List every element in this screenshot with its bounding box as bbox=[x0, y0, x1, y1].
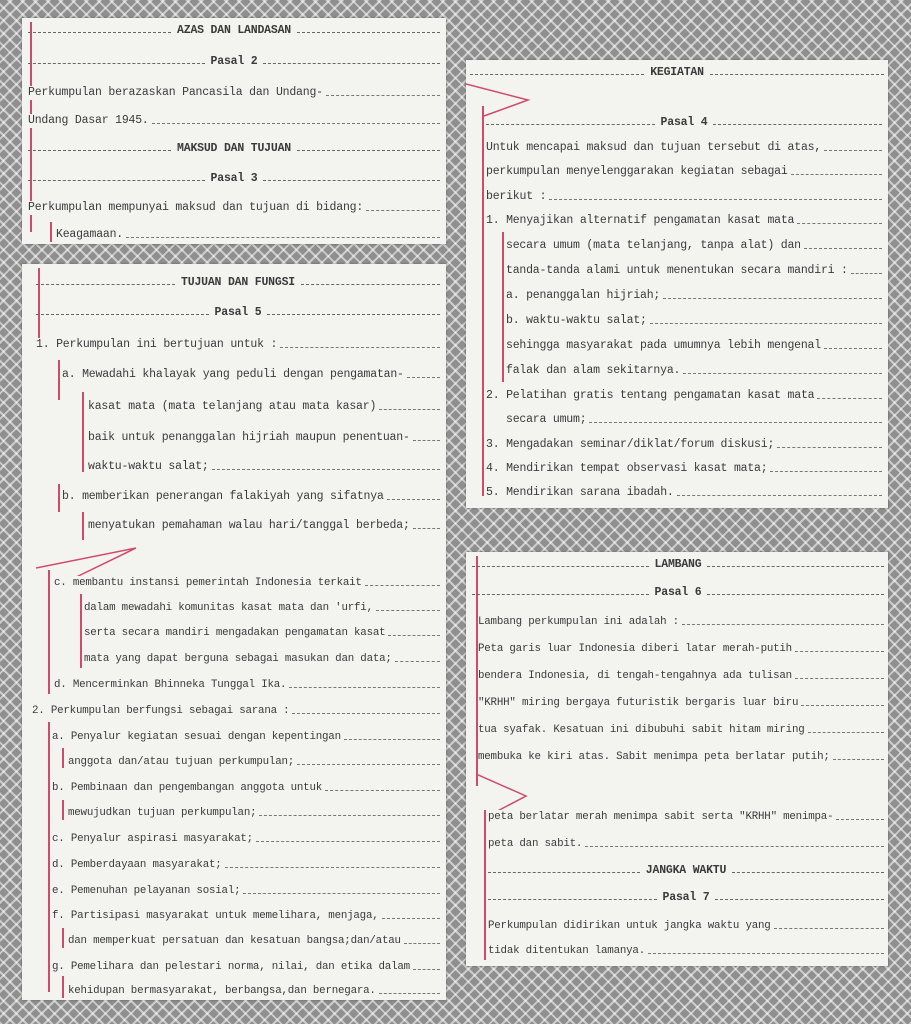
text-line: Perkumpulan didirikan untuk jangka waktu yang bbox=[488, 919, 774, 933]
text-line: secara umum (mata telanjang, tanpa alat) dan bbox=[506, 239, 804, 253]
margin-line bbox=[482, 106, 484, 496]
text-line: peta berlatar merah menimpa sabit serta "KRHH" menimpa- bbox=[488, 810, 836, 824]
text-line: peta dan sabit. bbox=[488, 837, 585, 851]
list-item: d. Pemberdayaan masyarakat; bbox=[52, 858, 225, 872]
list-item: 2. Perkumpulan berfungsi sebagai sarana : bbox=[32, 704, 292, 718]
list-item: c. Penyalur aspirasi masyarakat; bbox=[52, 832, 256, 846]
text-line: anggota dan/atau tujuan perkumpulan; bbox=[68, 755, 297, 769]
margin-line bbox=[80, 594, 82, 668]
margin-line bbox=[62, 748, 64, 768]
pasal-5-heading: Pasal 5 bbox=[209, 306, 268, 320]
pasal-3-heading: Pasal 3 bbox=[205, 172, 264, 186]
margin-line bbox=[58, 484, 60, 512]
list-item: a. Mewadahi khalayak yang peduli dengan pengamatan- bbox=[62, 368, 407, 382]
text-line: dan memperkuat persatuan dan kesatuan bangsa;dan/atau bbox=[68, 934, 404, 948]
text-line: mewujudkan tujuan perkumpulan; bbox=[68, 806, 259, 820]
text-line: Undang Dasar 1945. bbox=[28, 114, 152, 128]
text-line: serta secara mandiri mengadakan pengamatan kasat bbox=[84, 626, 388, 640]
text-line: Keagamaan. bbox=[56, 228, 126, 242]
text-line: membuka ke kiri atas. Sabit menimpa peta berlatar putih; bbox=[478, 750, 833, 764]
panel-kegiatan bbox=[466, 60, 888, 508]
heading-lambang: LAMBANG bbox=[649, 558, 708, 572]
list-item: b. memberikan penerangan falakiyah yang sifatnya bbox=[62, 490, 387, 504]
list-item: d. Mencerminkan Bhinneka Tunggal Ika. bbox=[54, 678, 289, 692]
margin-line bbox=[58, 360, 60, 400]
list-item: 5. Mendirikan sarana ibadah. bbox=[486, 486, 677, 500]
heading-tujuan: TUJUAN DAN FUNGSI bbox=[175, 276, 301, 290]
panel-azas-dan-landasan bbox=[22, 18, 446, 244]
pasal-6-heading: Pasal 6 bbox=[649, 586, 708, 600]
heading-maksud: MAKSUD DAN TUJUAN bbox=[171, 142, 297, 156]
margin-line bbox=[484, 810, 486, 960]
list-item: c. membantu instansi pemerintah Indonesia terkait bbox=[54, 576, 365, 590]
list-item: 3. Mengadakan seminar/diklat/forum diskusi; bbox=[486, 438, 777, 452]
margin-line bbox=[48, 722, 50, 992]
text-line: perkumpulan menyelenggarakan kegiatan sebagai bbox=[486, 165, 791, 179]
heading-azas: AZAS DAN LANDASAN bbox=[171, 24, 297, 38]
text-line: dalam mewadahi komunitas kasat mata dan 'urfi, bbox=[84, 601, 376, 615]
list-item: b. waktu-waktu salat; bbox=[506, 314, 650, 328]
pasal-2-heading: Pasal 2 bbox=[205, 55, 264, 69]
list-item: a. penanggalan hijriah; bbox=[506, 289, 663, 303]
margin-line bbox=[62, 976, 64, 998]
margin-line bbox=[48, 570, 50, 694]
text-line: mata yang dapat berguna sebagai masukan dan data; bbox=[84, 652, 395, 666]
list-item: a. Penyalur kegiatan sesuai dengan kepentingan bbox=[52, 730, 344, 744]
text-line: waktu-waktu salat; bbox=[88, 460, 212, 474]
text-line: tidak ditentukan lamanya. bbox=[488, 944, 648, 958]
heading-kegiatan: KEGIATAN bbox=[644, 66, 710, 80]
text-line: menyatukan pemahaman walau hari/tanggal berbeda; bbox=[88, 519, 413, 533]
text-line: sehingga masyarakat pada umumnya lebih mengenal bbox=[506, 339, 824, 353]
list-item: 2. Pelatihan gratis tentang pengamatan kasat mata bbox=[486, 389, 817, 403]
text-line: bendera Indonesia, di tengah-tengahnya ada tulisan bbox=[478, 669, 795, 683]
margin-line bbox=[82, 392, 84, 472]
list-item: 1. Perkumpulan ini bertujuan untuk : bbox=[36, 338, 280, 352]
text-line: kehidupan bermasyarakat, berbangsa,dan bernegara. bbox=[68, 984, 379, 998]
pasal-4-heading: Pasal 4 bbox=[655, 116, 714, 130]
text-line: berikut : bbox=[486, 190, 549, 204]
text-line: kasat mata (mata telanjang atau mata kasar) bbox=[88, 400, 379, 414]
list-item: g. Pemelihara dan pelestari norma, nilai, dan etika dalam bbox=[52, 960, 413, 974]
heading-jangka-waktu: JANGKA WAKTU bbox=[640, 864, 732, 878]
margin-line bbox=[62, 800, 64, 820]
list-item: 1. Menyajikan alternatif pengamatan kasat mata bbox=[486, 214, 797, 228]
text-line: falak dan alam sekitarnya. bbox=[506, 364, 683, 378]
margin-line bbox=[50, 222, 52, 242]
text-line: Untuk mencapai maksud dan tujuan tersebut di atas, bbox=[486, 141, 824, 155]
page-fold-mark bbox=[466, 78, 536, 118]
text-line: baik untuk penanggalan hijriah maupun penentuan- bbox=[88, 431, 413, 445]
text-line: tanda-tanda alami untuk menentukan secara mandiri : bbox=[506, 264, 851, 278]
list-item: b. Pembinaan dan pengembangan anggota untuk bbox=[52, 781, 325, 795]
text-line: Perkumpulan berazaskan Pancasila dan Undang- bbox=[28, 86, 326, 100]
text-line: "KRHH" miring bergaya futuristik bergaris luar biru bbox=[478, 696, 801, 710]
margin-line bbox=[62, 928, 64, 948]
text-line: Lambang perkumpulan ini adalah : bbox=[478, 615, 682, 629]
text-line: Peta garis luar Indonesia diberi latar merah-putih bbox=[478, 642, 795, 656]
list-item: e. Pemenuhan pelayanan sosial; bbox=[52, 884, 243, 898]
text-line: Perkumpulan mempunyai maksud dan tujuan di bidang: bbox=[28, 201, 366, 215]
list-item: f. Partisipasi masyarakat untuk memelihara, menjaga, bbox=[52, 909, 382, 923]
margin-line bbox=[502, 232, 504, 382]
panel-lambang bbox=[466, 552, 888, 966]
list-item: 4. Mendirikan tempat observasi kasat mata; bbox=[486, 462, 770, 476]
panel-tujuan-dan-fungsi bbox=[22, 264, 446, 1000]
text-line: tua syafak. Kesatuan ini dibubuhi sabit hitam miring bbox=[478, 723, 808, 737]
text-line: secara umum; bbox=[506, 413, 589, 427]
pasal-7-heading: Pasal 7 bbox=[657, 891, 716, 905]
